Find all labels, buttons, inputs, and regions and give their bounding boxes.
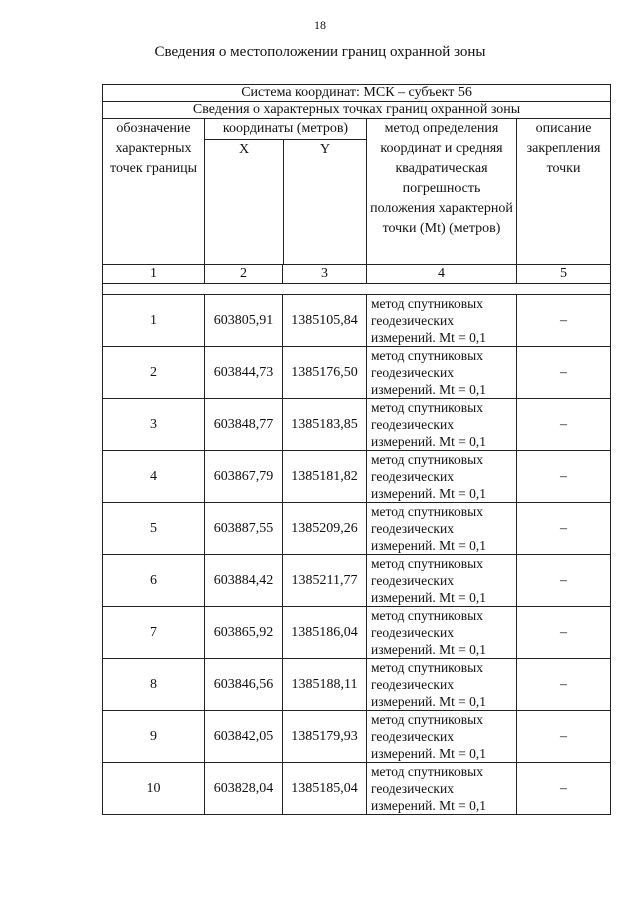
column-number: 1 (103, 265, 205, 284)
table-row (103, 503, 611, 555)
x-coordinate: 603884,42 (205, 555, 283, 607)
fixing-description: – (517, 659, 611, 711)
header-designation: обозначение характерных точек границы (103, 119, 205, 265)
table-row (103, 295, 611, 347)
point-id: 9 (103, 711, 205, 763)
y-coordinate: 1385211,77 (283, 555, 367, 607)
point-id: 7 (103, 607, 205, 659)
point-id: 3 (103, 399, 205, 451)
header-description: описание закрепления точки (517, 119, 611, 265)
x-coordinate: 603865,92 (205, 607, 283, 659)
coord-system-header: Система координат: МСК – субъект 56 (103, 85, 611, 102)
x-coordinate: 603805,91 (205, 295, 283, 347)
header-coordinates: координаты (метров) (205, 119, 366, 140)
header-x: X (205, 140, 284, 264)
fixing-description: – (517, 399, 611, 451)
y-coordinate: 1385179,93 (283, 711, 367, 763)
column-number: 3 (283, 265, 367, 284)
x-coordinate: 603844,73 (205, 347, 283, 399)
point-id: 2 (103, 347, 205, 399)
y-coordinate: 1385209,26 (283, 503, 367, 555)
method-cell: метод спутниковых геодезических измерений. Mt = 0,1 (367, 399, 517, 451)
column-number: 5 (517, 265, 611, 284)
y-coordinate: 1385176,50 (283, 347, 367, 399)
method-cell: метод спутниковых геодезических измерений. Mt = 0,1 (367, 607, 517, 659)
column-number: 2 (205, 265, 283, 284)
point-id: 8 (103, 659, 205, 711)
table-row (103, 555, 611, 607)
fixing-description: – (517, 451, 611, 503)
table-row (103, 763, 611, 815)
table-row (103, 711, 611, 763)
table-row (103, 451, 611, 503)
page-number: 18 (314, 18, 326, 32)
y-coordinate: 1385183,85 (283, 399, 367, 451)
fixing-description: – (517, 503, 611, 555)
fixing-description: – (517, 347, 611, 399)
method-cell: метод спутниковых геодезических измерений. Mt = 0,1 (367, 451, 517, 503)
header-method: метод определения координат и средняя квадратическая погрешность положения характерной точки (Mt) (метров) (367, 119, 517, 265)
method-cell: метод спутниковых геодезических измерений. Mt = 0,1 (367, 555, 517, 607)
table-row (103, 399, 611, 451)
table-row (103, 659, 611, 711)
method-cell: метод спутниковых геодезических измерений. Mt = 0,1 (367, 295, 517, 347)
x-coordinate: 603867,79 (205, 451, 283, 503)
y-coordinate: 1385185,04 (283, 763, 367, 815)
method-cell: метод спутниковых геодезических измерений. Mt = 0,1 (367, 659, 517, 711)
method-cell: метод спутниковых геодезических измерений. Mt = 0,1 (367, 503, 517, 555)
y-coordinate: 1385188,11 (283, 659, 367, 711)
x-coordinate: 603846,56 (205, 659, 283, 711)
fixing-description: – (517, 763, 611, 815)
method-cell: метод спутниковых геодезических измерений. Mt = 0,1 (367, 347, 517, 399)
x-coordinate: 603842,05 (205, 711, 283, 763)
y-coordinate: 1385105,84 (283, 295, 367, 347)
y-coordinate: 1385186,04 (283, 607, 367, 659)
fixing-description: – (517, 555, 611, 607)
method-cell: метод спутниковых геодезических измерений. Mt = 0,1 (367, 763, 517, 815)
point-id: 10 (103, 763, 205, 815)
method-cell: метод спутниковых геодезических измерений. Mt = 0,1 (367, 711, 517, 763)
fixing-description: – (517, 607, 611, 659)
header-coordinates-group (205, 119, 367, 265)
document-title: Сведения о местоположении границ охранной зоны (154, 44, 486, 60)
y-coordinate: 1385181,82 (283, 451, 367, 503)
boundary-points-table (102, 84, 611, 815)
point-id: 4 (103, 451, 205, 503)
x-coordinate: 603848,77 (205, 399, 283, 451)
point-id: 1 (103, 295, 205, 347)
table-row (103, 607, 611, 659)
spacer-row (103, 284, 611, 295)
fixing-description: – (517, 711, 611, 763)
column-number: 4 (367, 265, 517, 284)
point-id: 5 (103, 503, 205, 555)
point-id: 6 (103, 555, 205, 607)
x-coordinate: 603828,04 (205, 763, 283, 815)
table-subtitle: Сведения о характерных точках границ охранной зоны (103, 102, 611, 119)
header-y: Y (319, 142, 331, 157)
x-coordinate: 603887,55 (205, 503, 283, 555)
table-row (103, 347, 611, 399)
fixing-description: – (517, 295, 611, 347)
